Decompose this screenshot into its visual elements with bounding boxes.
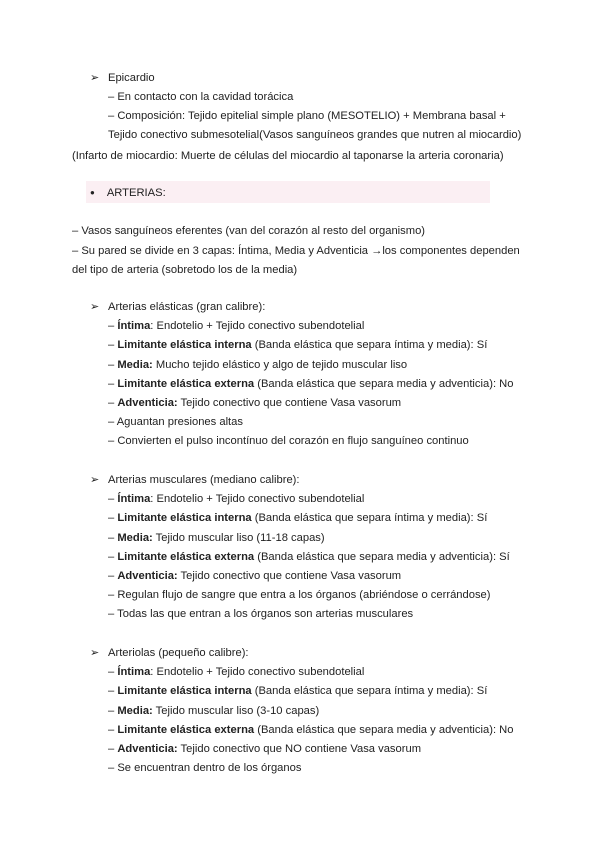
section-arrow-icon: ➢: [90, 646, 100, 659]
item-text: Tejido conectivo que contiene Vasa vasorum: [177, 570, 402, 582]
section-arrow-icon: ➢: [90, 473, 100, 486]
item-dash: –: [108, 570, 118, 582]
item-term: Media:: [117, 358, 153, 371]
item-text: (Banda elástica que separa íntima y media): Sí: [251, 339, 488, 352]
item-term: Limitante elástica externa: [117, 377, 255, 390]
item-term: Adventicia:: [117, 743, 178, 755]
item-term: Limitante elástica externa: [117, 723, 255, 736]
item-dash: –: [108, 339, 118, 352]
item-text: (Banda elástica que separa íntima y media): Sí: [251, 685, 488, 698]
item-dash: –: [108, 608, 118, 621]
item-term: Íntima: [117, 493, 151, 506]
item-dash: –: [108, 531, 118, 544]
item-text: Convierten el pulso incontínuo del corazón en flujo sanguíneo continuo: [117, 435, 469, 448]
section-heading: Arteriolas (pequeño calibre):: [108, 647, 249, 659]
arterias-heading: ARTERIAS:: [106, 187, 166, 199]
epicardio-note: (Infarto de miocardio: Muerte de células del miocardio al taponarse la arteria coronaria): [72, 150, 504, 162]
item-term: Limitante elástica interna: [117, 685, 252, 698]
item-term: Adventicia:: [117, 570, 178, 582]
item-dash: –: [108, 589, 118, 602]
item-dash: –: [108, 320, 118, 333]
item-text: (Banda elástica que separa media y adventicia): No: [254, 377, 514, 390]
section-item: [108, 761, 301, 775]
item-term: Media:: [117, 704, 153, 717]
item-dash: –: [108, 762, 118, 775]
item-term: Media:: [117, 531, 153, 544]
section-item: [108, 434, 469, 448]
item-dash: –: [108, 666, 118, 679]
section-item: [108, 377, 513, 391]
section-item: [108, 531, 325, 545]
section-arrow-icon: ➢: [90, 300, 100, 313]
item-dash: –: [108, 358, 118, 371]
item-text: : Endotelio + Tejido conectivo subendotelial: [150, 320, 365, 333]
item-text: (Banda elástica que separa media y adventicia): Sí: [254, 550, 510, 563]
arterias-intro-line: – Vasos sanguíneos eferentes (van del corazón al resto del organismo): [72, 225, 426, 237]
item-text: Todas las que entran a los órganos son arterias musculares: [117, 608, 414, 621]
item-dash: –: [108, 416, 117, 429]
section-item: [108, 358, 407, 372]
section-item: [108, 338, 487, 352]
epicardio-arrow-icon: ➢: [90, 71, 100, 84]
item-dash: –: [108, 493, 118, 506]
item-dash: –: [108, 723, 118, 736]
section-item: [108, 415, 243, 429]
item-term: Limitante elástica interna: [117, 339, 252, 352]
item-text: (Banda elástica que separa media y adventicia): No: [254, 723, 514, 736]
section-item: [108, 704, 319, 718]
item-text: Tejido muscular liso (3-10 capas): [152, 704, 320, 717]
item-dash: –: [108, 377, 118, 390]
section-item: [108, 684, 487, 698]
item-term: Limitante elástica externa: [117, 550, 255, 563]
item-text: (Banda elástica que separa íntima y media): Sí: [251, 512, 488, 525]
item-text: Regulan flujo de sangre que entra a los órganos (abriéndose o cerrándose): [117, 589, 491, 602]
section-item: [108, 569, 401, 583]
section-item: [108, 511, 487, 525]
item-text: : Endotelio + Tejido conectivo subendotelial: [150, 666, 365, 679]
arterias-heading-row: [90, 186, 166, 200]
item-dash: –: [108, 550, 118, 563]
section-item: [108, 607, 413, 621]
epicardio-item: Tejido conectivo submesotelial(Vasos sanguíneos grandes que nutren al miocardio): [108, 129, 522, 141]
section-heading: Arterias elásticas (gran calibre):: [108, 301, 266, 313]
item-term: Íntima: [117, 666, 151, 679]
section-item: [108, 550, 510, 564]
item-text: Tejido conectivo que contiene Vasa vasorum: [177, 397, 402, 409]
arterias-intro-line: – Su pared se divide en 3 capas: Íntima, Media y Adventicia →los componentes dependen: [72, 245, 520, 257]
item-term: Adventicia:: [117, 397, 178, 409]
section-heading: Arterias musculares (mediano calibre):: [108, 474, 300, 486]
section-item: [108, 665, 364, 679]
item-text: Aguantan presiones altas: [116, 416, 243, 429]
section-item: [108, 492, 364, 506]
bullet-icon: ●: [90, 188, 95, 197]
item-dash: –: [108, 435, 118, 448]
epicardio-item: – En contacto con la cavidad torácica: [108, 91, 294, 103]
item-text: Tejido conectivo que NO contiene Vasa vasorum: [177, 743, 422, 755]
item-term: Limitante elástica interna: [117, 512, 252, 525]
item-dash: –: [108, 704, 118, 717]
section-item: [108, 319, 364, 333]
item-dash: –: [108, 397, 118, 409]
section-item: [108, 742, 421, 756]
item-dash: –: [108, 743, 118, 755]
item-text: Mucho tejido elástico y algo de tejido muscular liso: [152, 358, 408, 371]
section-item: [108, 396, 401, 410]
item-dash: –: [108, 512, 118, 525]
item-term: Íntima: [117, 320, 151, 333]
item-text: Tejido muscular liso (11-18 capas): [152, 531, 325, 544]
epicardio-item: – Composición: Tejido epitelial simple plano (MESOTELIO) + Membrana basal +: [108, 110, 506, 122]
item-text: Se encuentran dentro de los órganos: [117, 762, 302, 775]
section-item: [108, 588, 491, 602]
item-text: : Endotelio + Tejido conectivo subendotelial: [150, 493, 365, 506]
section-item: [108, 723, 513, 737]
item-dash: –: [108, 685, 118, 698]
epicardio-heading: Epicardio: [108, 72, 155, 84]
arterias-intro-line: del tipo de arteria (sobretodo los de la media): [72, 264, 298, 276]
